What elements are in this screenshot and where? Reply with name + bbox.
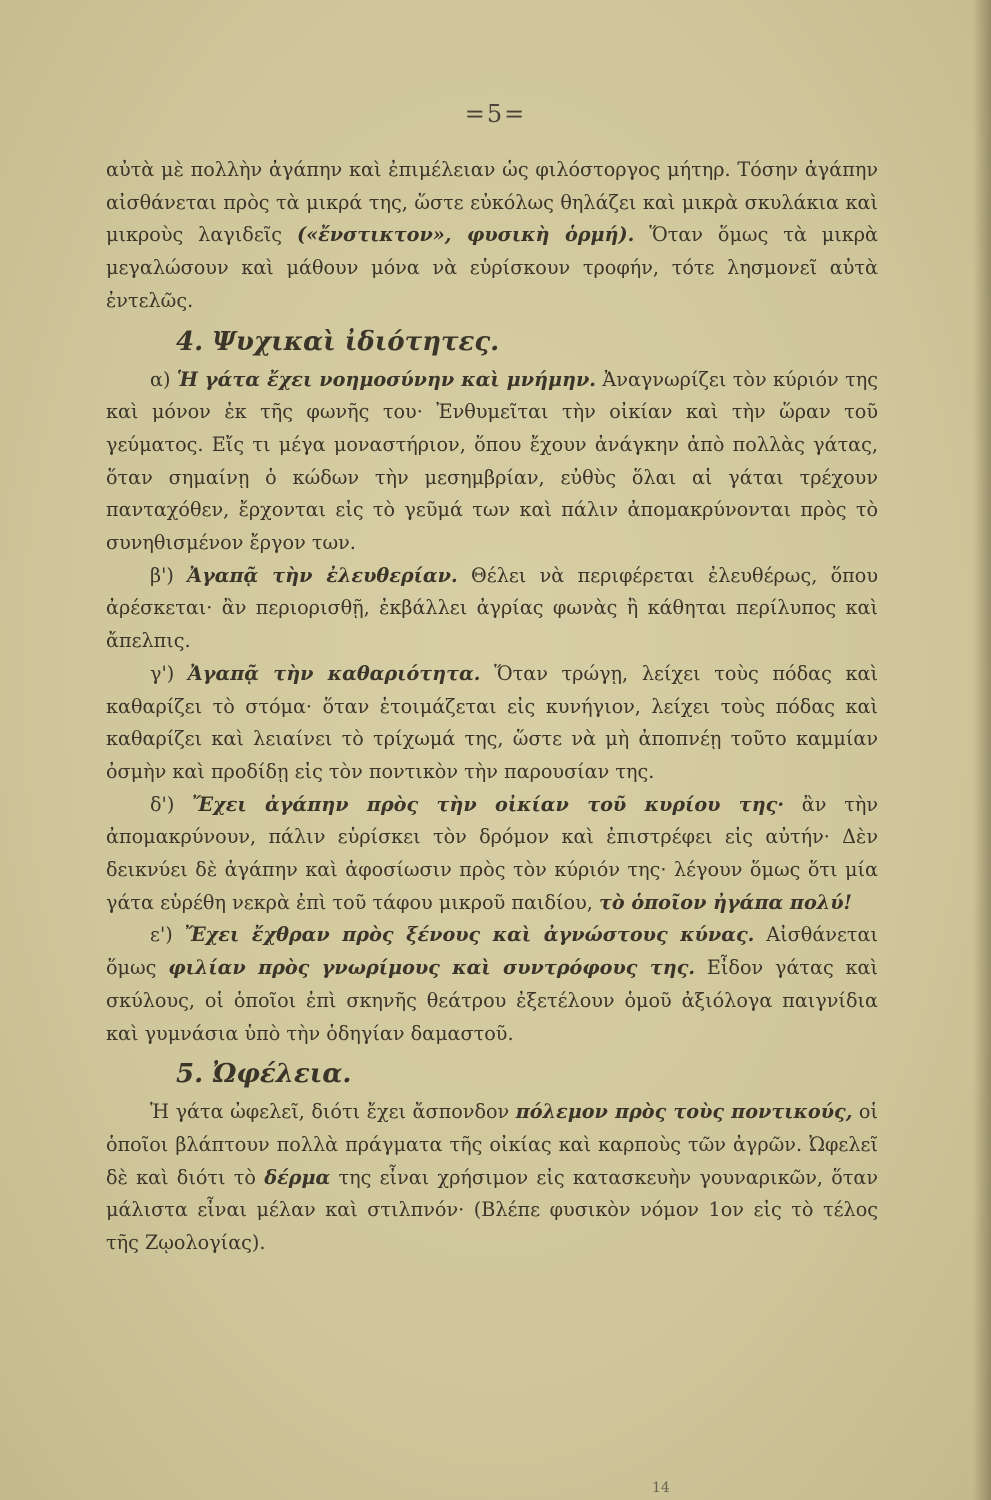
paragraph-d (106, 789, 878, 920)
paragraph-intro (106, 154, 878, 318)
paragraph-benefit (106, 1096, 878, 1260)
section-heading-4: 4. Ψυχικαὶ ἰδιότητες. (176, 326, 500, 357)
intro-text-1: αὐτὰ μὲ πολλὴν ἀγάπην καὶ ἐπιμέλειαν ὡς φιλόστοργος μήτηρ. Τόσην ἀγάπην αἰσθάνεται πρὸς τὰ μικρά της, ὥστε εὐκόλως θηλάζει καὶ μικρὰ σκυλάκια καὶ μικροὺς λαγιδεῖς (106, 158, 878, 247)
benefit-text-1: Ἡ γάτα ὠφελεῖ, διότι ἔχει ἄσπονδον (150, 1100, 516, 1124)
bold-e-2: φιλίαν πρὸς γνωρίμους καὶ συντρόφους της. (168, 956, 696, 980)
bold-d-2: τὸ ὁποῖον ἠγάπα πολύ! (598, 890, 852, 914)
paragraph-a (106, 364, 878, 560)
benefit-bold-skin: δέρμα (264, 1165, 331, 1189)
body-text (106, 154, 878, 1260)
text-d: ἂν τὴν ἀπομακρύνουν, πάλιν εὑρίσκει τὸν δρόμον καὶ ἐπιστρέφει εἰς αὐτήν· Δὲν δεικνύει δὲ ἀγάπην καὶ ἀφοσίωσιν πρὸς τὸν κύριόν της· λέγουν ὅμως ὅτι μία γάτα εὑρέθη νεκρὰ ἐπὶ τοῦ τάφου μικροῦ παιδίου, (106, 792, 878, 914)
label-b: β') (150, 563, 188, 587)
intro-text-2: Ὅταν ὅμως τὰ μικρὰ μεγαλώσουν καὶ μάθουν μόνα νὰ εὑρίσκουν τροφήν, τότε λησμονεῖ αὐτὰ ἐντελῶς. (106, 223, 879, 312)
text-b: Θέλει νὰ περιφέρεται ἐλευθέρως, ὅπου ἀρέσκεται· ἂν περιορισθῇ, ἐκβάλλει ἀγρίας φωνὰς ἢ κάθηται περίλυπος καὶ ἄπελπις. (106, 563, 879, 653)
paragraph-c (106, 658, 878, 789)
paragraph-e (106, 919, 878, 1050)
text-e-2: Εἶδον γάτας καὶ σκύλους, οἱ ὁποῖοι ἐπὶ σκηνῆς θεάτρου ἐξετέλουν ὁμοῦ ἀξιόλογα παιγνίδια καὶ γυμνάσια ὑπὸ τὴν ὁδηγίαν δαμαστοῦ. (106, 956, 878, 1045)
footer-mark: 14 (652, 1480, 670, 1496)
label-a: α) (150, 367, 177, 391)
section-heading-5: 5. Ὠφέλεια. (176, 1059, 352, 1090)
benefit-text-2: οἱ ὁποῖοι βλάπτουν πολλὰ πράγματα τῆς οἰκίας καὶ καρποὺς τῶν ἀγρῶν. Ὠφελεῖ δὲ καὶ διότι τὸ (106, 1100, 878, 1189)
page-edge-shadow (973, 0, 991, 1500)
bold-b: Ἀγαπᾷ τὴν ἐλευθερίαν. (187, 563, 458, 587)
benefit-text-3: της εἶναι χρήσιμον εἰς κατασκευὴν γουναρικῶν, ὅταν μάλιστα εἶναι μέλαν καὶ στιλπνόν· (Βλέπε φυσικὸν νόμον 1ον εἰς τὸ τέλος τῆς Ζῳολογίας). (106, 1165, 878, 1255)
bold-d: Ἔχει ἀγάπην πρὸς τὴν οἰκίαν τοῦ κυρίου της· (192, 792, 785, 816)
intro-bold-instinct: («ἔνστικτον», φυσικὴ ὁρμή). (297, 223, 635, 247)
label-d: δ') (150, 792, 193, 816)
bold-c: Ἀγαπᾷ τὴν καθαριότητα. (187, 661, 481, 685)
text-a: Ἀναγνωρίζει τὸν κύριόν της καὶ μόνον ἐκ τῆς φωνῆς του· Ἐνθυμεῖται τὴν οἰκίαν καὶ τὴν ὥραν τοῦ γεύματος. Εἴς τι μέγα μοναστήριον, ὅπου ἔχουν ἀνάγκην ἀπὸ πολλὰς γάτας, ὅταν σημαίνῃ ὁ κώδων τὴν μεσημβρίαν, εὐθὺς ὅλαι αἱ γάται τρέχουν πανταχόθεν, ἔρχονται εἰς τὸ γεῦμά των καὶ πάλιν ἀπομακρύνονται πρὸς τὸ συνηθισμένον ἔργον των. (106, 367, 879, 555)
benefit-bold-war: πόλεμον πρὸς τοὺς ποντικούς, (515, 1100, 853, 1124)
label-c: γ') (150, 661, 188, 685)
bold-e: Ἔχει ἔχθραν πρὸς ξένους καὶ ἀγνώστους κύνας. (184, 923, 755, 947)
text-e-1: Αἰσθάνεται ὅμως (106, 923, 878, 980)
bold-a: Ἡ γάτα ἔχει νοημοσύνην καὶ μνήμην. (176, 367, 596, 391)
text-c: Ὅταν τρώγῃ, λείχει τοὺς πόδας καὶ καθαρίζει τὸ στόμα· ὅταν ἑτοιμάζεται εἰς κυνήγιον, λείχει τοὺς πόδας καὶ καθαρίζει καὶ λειαίνει τὸ τρίχωμά της, ὥστε νὰ μὴ ἀποπνέῃ τοῦτο καμμίαν ὀσμὴν καὶ προδίδῃ εἰς τὸν ποντικὸν τὴν παρουσίαν της. (106, 661, 879, 783)
page-number: =5= (464, 100, 527, 128)
label-e: ε') (150, 923, 185, 947)
paragraph-b (106, 560, 878, 658)
